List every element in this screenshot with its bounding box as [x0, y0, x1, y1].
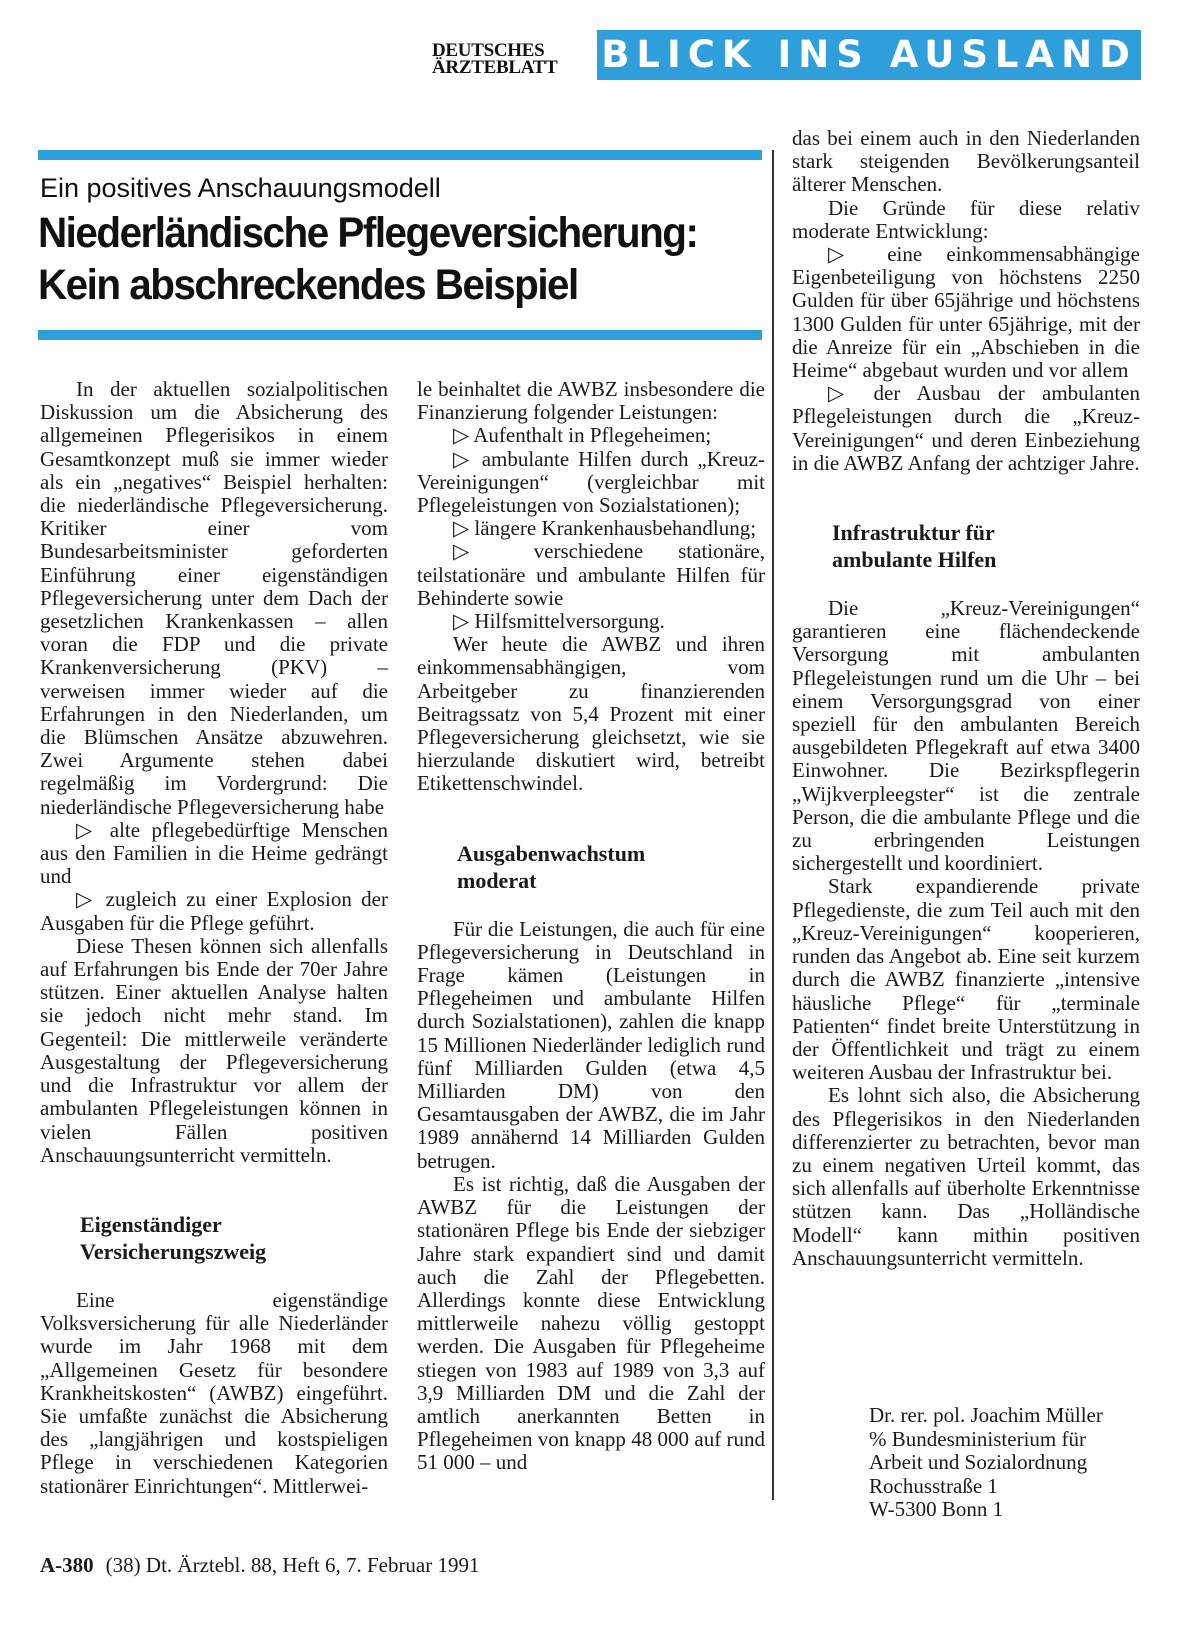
author-address: W-5300 Bonn 1 [869, 1497, 1004, 1521]
bullet-item: ▷ verschiedene stationäre, teilstationäre und ambulante Hilfen für Behinderte sowie [417, 539, 765, 610]
section-heading [457, 840, 765, 894]
section-heading-line1: Infrastruktur für [832, 520, 995, 546]
paragraph: le beinhaltet die AWBZ insbesondere die Finanzierung folgender Leistungen: [417, 377, 765, 425]
citation: (38) Dt. Ärztebl. 88, Heft 6, 7. Februar 1991 [105, 1553, 480, 1577]
article-column-2 [417, 378, 765, 1475]
paragraph: In der aktuellen sozialpolitischen Diskussion um die Absicherung des allgemeinen Pflegerisikos in einem Gesamtkonzept muß sie immer wieder als ein „negatives“ Beispiel herhalten: die niederländische Pflegeversicherung. Kritiker einer vom Bundesarbeitsminister geforderten Einführung einer eigenständigen Pflegeversicherung unter dem Dach der gesetzlichen Krankenkassen – allen voran die FDP und die private Krankenversicherung (PKV) – verweisen immer wieder auf die Erfahrungen in den Niederlanden, um die Blümschen Ansätze abzuwehren. Zwei Argumente stehen dabei regelmäßig im Vordergrund: Die niederländische Pflegeversicherung habe [40, 377, 388, 819]
section-banner: BLICK INS AUSLAND [597, 30, 1141, 80]
article-column-1 [40, 378, 388, 1498]
section-heading-line1: Eigenständiger [80, 1211, 222, 1237]
paragraph: Die Gründe für diese relativ moderate Entwicklung: [792, 195, 1140, 243]
paragraph: das bei einem auch in den Niederlanden stark steigenden Bevölkerungsanteil älterer Menschen. [792, 126, 1140, 197]
section-heading-line2: Versicherungszweig [80, 1238, 267, 1264]
article-column-3 [792, 127, 1140, 1270]
bullet-item: ▷ eine einkommensabhängige Eigenbeteiligung von höchstens 2250 Gulden für über 65jährige und höchstens 1300 Gulden für unter 65jährige, mit der die Anreize für ein „Abschieben in die Heime“ abgebaut wurden und vor allem [792, 242, 1140, 383]
title-rule-top [38, 150, 762, 160]
bullet-item: ▷ Aufenthalt in Pflegeheimen; [453, 423, 712, 448]
section-heading-line2: moderat [457, 867, 537, 893]
paragraph: Die „Kreuz-Vereinigungen“ garantieren eine flächendeckende Versorgung mit ambulanten Pflegeleistungen rund um die Uhr – bei einem Versorgungsgrad von einer speziell für den ambulanten Bereich ausgebildeten Pflegekraft auf etwa 3400 Einwohner. Die Bezirkspflegerin „Wijkverpleegster“ ist die zentrale Person, die die ambulante Pflege und die zu erbringenden Leistungen sichergestellt und koordiniert. [792, 596, 1140, 876]
bullet-item: ▷ Hilfsmittelversorgung. [453, 609, 665, 634]
author-affiliation: Arbeit und Sozialordnung [869, 1450, 1088, 1474]
bullet-item: ▷ ambulante Hilfen durch „Kreuz-Vereinigungen“ (vergleichbar mit Pflegeleistungen von Sozialstationen); [417, 446, 765, 518]
bullet-item: ▷ der Ausbau der ambulanten Pflegeleistungen durch die „Kreuz-Vereinigungen“ und deren Einbeziehung in die AWBZ Anfang der achtziger Jahre. [792, 381, 1140, 475]
paragraph: Diese Thesen können sich allenfalls auf Erfahrungen bis Ende der 70er Jahre stützen. Einer aktuellen Analyse halten sie jedoch nicht mehr stand. Im Gegenteil: Die mittlerweile veränderte Ausgestaltung der Pflegeversicherung und die Infrastruktur vor allem der ambulanten Pflegeleistungen können in vielen Fällen positiven Anschauungsunterricht vermitteln. [40, 933, 388, 1167]
headline-line2: Kein abschreckendes Beispiel [38, 261, 578, 309]
title-rule-bottom [38, 330, 762, 340]
bullet-item: ▷ längere Krankenhausbehandlung; [453, 516, 757, 541]
page-footer [40, 1553, 480, 1578]
author-affiliation: % Bundesministerium für [869, 1426, 1086, 1451]
article-headline [38, 207, 734, 311]
column-divider [772, 150, 774, 1500]
article-kicker: Ein positives Anschauungsmodell [40, 173, 441, 203]
paragraph: Stark expandierende private Pflegedienste, die zum Teil auch mit den „Kreuz-Vereinigungen“ kooperieren, runden das Angebot ab. Eine seit kurzem durch die AWBZ finanzierte „intensive häusliche Pflege“ für „terminale Patienten“ findet breite Unterstützung in der Öffentlichkeit und trägt zu einem weiteren Ausbau der Infrastruktur bei. [792, 874, 1140, 1085]
paragraph: Eine eigenständige Volksversicherung für alle Niederländer wurde im Jahr 1968 mit dem „Allgemeinen Gesetz für besondere Krankheitskosten“ (AWBZ) eingeführt. Sie umfaßte zunächst die Absicherung des „langjährigen und kostspieligen Pflege in verschiedenen Kategorien stationärer Einrichtungen“. Mittlerwei- [40, 1287, 388, 1498]
publication-name-line2: ÄRZTEBLATT [432, 57, 558, 78]
page-reference: A-380 [40, 1553, 94, 1577]
section-heading [80, 1211, 388, 1265]
bullet-item: ▷ alte pflegebedürftige Menschen aus den Familien in die Heime gedrängt und [40, 817, 388, 889]
paragraph: Für die Leistungen, die auch für eine Pflegeversicherung in Deutschland in Frage kämen (Leistungen in Pflegeheimen und ambulante Hilfen durch Sozialstationen), zahlen die knapp 15 Millionen Niederländer lediglich rund fünf Milliarden Gulden (etwa 4,5 Milliarden DM) von den Gesamtausgaben der AWBZ, die im Jahr 1989 annähernd 14 Milliarden Gulden betrugen. [417, 916, 765, 1173]
author-name: Dr. rer. pol. Joachim Müller [869, 1403, 1103, 1427]
paragraph: Wer heute die AWBZ und ihren einkommensabhängigen, vom Arbeitgeber zu finanzierenden Beitragssatz von 5,4 Prozent mit einer Pflegeversicherung gleichsetzt, wie sie hierzulande diskutiert wird, betreibt Etikettenschwindel. [417, 632, 765, 796]
publication-name [432, 42, 582, 76]
publication-name-line1: DEUTSCHES [432, 40, 545, 61]
headline-line1: Niederländische Pflegeversicherung: [38, 209, 698, 257]
paragraph: Es lohnt sich also, die Absicherung des Pflegerisikos in den Niederlanden differenzierter zu betrachten, bevor man zu einem negativen Urteil kommt, das sich allenfalls auf überholte Erkenntnisse stützen kann. Das „Holländische Modell“ kann mithin positiven Anschauungsunterricht vermitteln. [792, 1083, 1140, 1270]
section-heading [832, 519, 1140, 573]
section-heading-line2: ambulante Hilfen [832, 547, 997, 573]
bullet-item: ▷ zugleich zu einer Explosion der Ausgaben für die Pflege geführt. [40, 887, 388, 935]
paragraph: Es ist richtig, daß die Ausgaben der AWBZ für die Leistungen der stationären Pflege bis Ende der siebziger Jahre stark expandiert sind und damit auch die Zahl der Pflegebetten. Allerdings konnte diese Entwicklung mittlerweile nahezu völlig gestoppt werden. Die Ausgaben für Pflegeheime stiegen von 1983 auf 1989 von 3,3 auf 3,9 Milliarden DM und die Zahl der amtlich anerkannten Betten in Pflegeheimen von knapp 48 000 auf rund 51 000 – und [417, 1171, 765, 1475]
author-address: Rochusstraße 1 [869, 1473, 998, 1498]
section-heading-line1: Ausgabenwachstum [457, 840, 646, 866]
author-signature [869, 1404, 1103, 1522]
